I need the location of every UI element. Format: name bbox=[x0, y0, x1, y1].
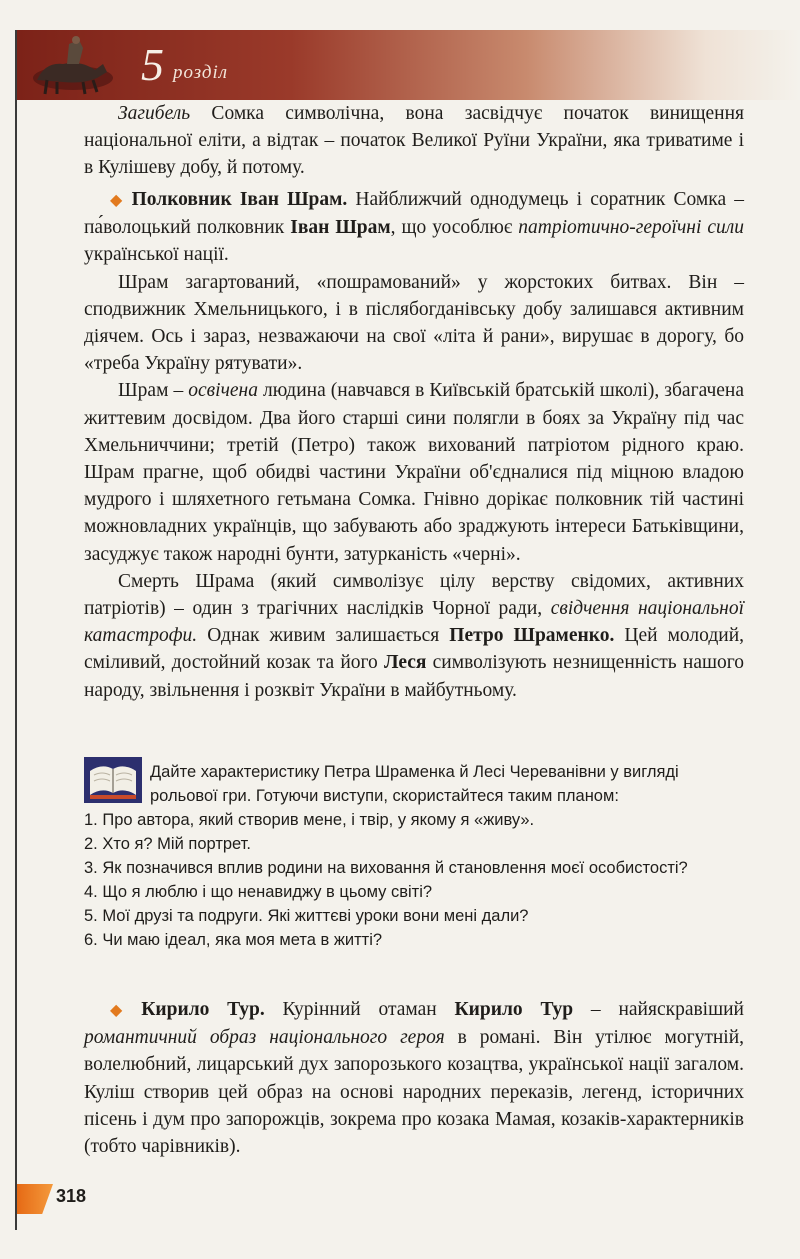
cossack-rider-illustration bbox=[23, 34, 123, 96]
task-list-item: 3. Як позначився вплив родини на виховання й становлення моєї особистості? bbox=[84, 859, 688, 877]
task-list-item: 6. Чи маю ідеал, яка моя мета в житті? bbox=[84, 931, 383, 949]
paragraph-text: Однак живим залишається bbox=[197, 625, 450, 647]
page-number: 318 bbox=[56, 1186, 87, 1206]
task-list-item: 5. Мої друзі та подруги. Які життєві уроки вони мені дали? bbox=[84, 907, 529, 925]
chapter-number: 5 bbox=[141, 39, 164, 90]
paragraph-text: – найяскравіший bbox=[573, 999, 744, 1020]
paragraph-text: Смерть Шрама (який символізує цілу верству свідомих, активних патріотів) – один з трагічних наслідків Чорної ради, bbox=[84, 570, 744, 620]
page-left-border bbox=[15, 30, 17, 1230]
paragraph-text: Найближчий однодумець і соратник Сомка – па́волоцький полковник bbox=[84, 189, 745, 239]
italic-phrase: свідчення національної катастрофи. bbox=[84, 598, 744, 647]
paragraph-shram-intro bbox=[84, 186, 744, 269]
task-list-item: 2. Хто я? Мій портрет. bbox=[84, 835, 251, 853]
bold-name: Леся bbox=[383, 652, 427, 674]
task-list-item: 1. Про автора, який створив мене, і твір, у якому я «живу». bbox=[84, 811, 535, 829]
bold-name: Іван Шрам bbox=[290, 217, 391, 239]
paragraph-text: Курінний отаман bbox=[264, 999, 455, 1020]
orange-diamond-bullet-icon: ◆ bbox=[110, 192, 126, 209]
bold-name: Кирило Тур bbox=[454, 999, 574, 1020]
task-list-item: 4. Що я люблю і що ненавиджу в цьому світі? bbox=[84, 883, 433, 901]
paragraph-text: Сомка символічна, вона засвідчує початок винищення національної еліти, а відтак – початок Великої Руїни України, яка триватиме і в Кулішеву добу, й потому. bbox=[84, 103, 744, 179]
paragraph-shram-educated bbox=[84, 377, 744, 567]
paragraph-text: в романі. Він утілює могутній, волелюбний, лицарський дух запорозького козацтва, української нації загалом. Куліш створив цей образ на основі народних переказів, легенд, історичних пісень і дум про запорожців, зокрема про козака Мамая, козаків-характерників (тобто чарівників). bbox=[84, 1027, 745, 1158]
bold-name: Петро Шраменко. bbox=[449, 625, 615, 647]
chapter-label: розділ bbox=[173, 62, 229, 83]
paragraph-text: Шрам – bbox=[118, 380, 189, 402]
page-number-tab bbox=[17, 1184, 53, 1214]
text-section-3 bbox=[84, 996, 744, 1160]
text-section-1 bbox=[84, 100, 744, 182]
task-intro: Дайте характеристику Петра Шраменка й Лесі Череванівни у вигляді рольової гри. Готуючи виступи, скористайтеся таким планом: bbox=[150, 763, 679, 805]
italic-phrase: романтичний образ національного героя bbox=[84, 1027, 445, 1049]
paragraph-text: людина (навчався в Київській братській школі), збагачена життевим досвідом. Два його старші сини полягли в боях за Україну під час Хмельниччини; третій (Петро) також вихований патріотом рідного краю. Шрам прагне, щоб обидві частини України об'єдналися під міцною владою мудрого і шляхетного гетьмана Сомка. Гнівно дорікає полковник тій частині можновладних українців, що забувають або зраджують інтереси Батьківщини, засуджує також народні бунти, затурканість «черні». bbox=[84, 380, 744, 565]
paragraph-text: символізують незнищенність нашого народу, звільнення і розквіт України в майбутньому. bbox=[84, 652, 744, 701]
italic-word: Загибель bbox=[118, 103, 191, 124]
paragraph-somko-death bbox=[84, 100, 744, 182]
orange-diamond-bullet-icon: ◆ bbox=[110, 1002, 136, 1019]
paragraph-kyrylo-tur bbox=[84, 996, 744, 1160]
paragraph-shram-death bbox=[84, 568, 744, 704]
paragraph-text: , що уособлює bbox=[390, 217, 519, 239]
section-heading: Полковник Іван Шрам. bbox=[131, 189, 348, 210]
paragraph-text: Цей молодий, сміливий, достойний козак та його bbox=[84, 625, 744, 674]
section-heading: Кирило Тур. bbox=[141, 999, 265, 1020]
paragraph-shram-battles: Шрам загартований, «пошрамований» у жорстоких битвах. Він – сподвижник Хмельницького, і в післябогданівську добу залишався активним діячем. Ось і зараз, незважаючи на свої «літа й рани», вирушає в дорогу, бо «треба Україну рятувати». bbox=[84, 271, 744, 375]
text-section-2 bbox=[84, 186, 744, 704]
italic-phrase: патріотично-героїчні сили bbox=[518, 217, 745, 239]
chapter-header bbox=[17, 30, 800, 100]
task-section bbox=[84, 760, 744, 952]
paragraph-text: української нації. bbox=[84, 244, 229, 266]
italic-word: освічена bbox=[188, 380, 258, 402]
